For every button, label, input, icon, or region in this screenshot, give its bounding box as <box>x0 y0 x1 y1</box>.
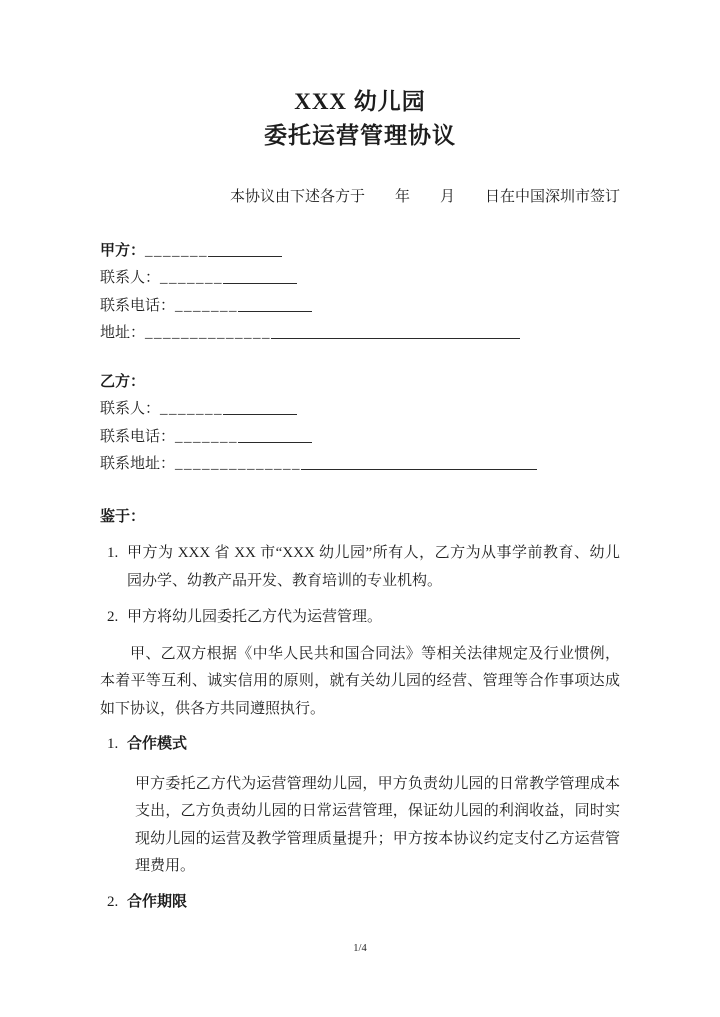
party-b-contact-line <box>100 396 620 424</box>
party-a-phone-line <box>100 293 620 321</box>
whereas-item-2-number: 2. <box>107 609 119 625</box>
document-content <box>100 85 620 916</box>
party-a-contact-blank-dashes: _______ <box>160 270 224 286</box>
signing-date-line: 本协议由下述各方于 年 月 日在中国深圳市签订 <box>229 189 620 205</box>
whereas-heading: 鉴于： <box>100 508 146 525</box>
doc-title-line2: 委托运营管理协议 <box>264 123 456 148</box>
party-a-phone-blank-dashes: _______ <box>175 297 239 314</box>
party-b-address-blank-line <box>301 456 537 470</box>
party-a-address-blank-line <box>271 325 520 339</box>
party-a-phone-label: 联系电话： <box>100 297 176 314</box>
party-a-address-label: 地址： <box>100 325 146 341</box>
section-2-number: 2. <box>107 893 119 910</box>
whereas-item-1-number: 1. <box>107 545 119 561</box>
party-b-contact-label: 联系人： <box>100 401 161 417</box>
party-b-title-line <box>100 369 620 397</box>
party-b-address-label: 联系地址： <box>100 456 176 472</box>
party-a-name-blank-dashes: _______ <box>145 242 209 259</box>
section-2-heading <box>100 889 620 917</box>
party-a-address-blank-dashes: ______________ <box>145 325 272 341</box>
party-b-address-blank-dashes: ______________ <box>175 456 302 472</box>
party-a-contact-label: 联系人： <box>100 270 161 286</box>
party-b-block <box>100 369 620 479</box>
whereas-item-2-text: 甲方将幼儿园委托乙方代为运营管理。 <box>127 609 383 625</box>
party-b-phone-blank-dashes: _______ <box>175 428 239 445</box>
party-a-phone-blank-line <box>238 298 312 312</box>
party-a-name-blank-line <box>208 243 282 257</box>
page-number: 1/4 <box>353 943 367 954</box>
whereas-item-2 <box>100 604 620 632</box>
section-1-body: 甲方委托乙方代为运营管理幼儿园，甲方负责幼儿园的日常教学管理成本支出，乙方负责幼儿园的日常运营管理，保证幼儿园的利润收益，同时实现幼儿园的运营及教学管理质量提升；甲方按本协议约定支付乙方运营管理费用。 <box>135 775 620 874</box>
party-a-address-line <box>100 320 620 348</box>
whereas-item-1 <box>100 540 620 595</box>
party-a-label: 甲方： <box>100 242 146 259</box>
doc-title-line1: XXX 幼儿园 <box>294 89 426 114</box>
party-b-phone-blank-line <box>238 429 312 443</box>
section-1-title: 合作模式 <box>127 736 188 752</box>
party-b-address-line <box>100 451 620 479</box>
party-a-contact-blank-line <box>223 270 297 284</box>
party-a-title-line <box>100 238 620 266</box>
section-1-heading <box>100 731 620 759</box>
section-2-title: 合作期限 <box>127 893 188 910</box>
party-b-phone-label: 联系电话： <box>100 428 176 445</box>
section-1-number: 1. <box>107 736 119 752</box>
party-b-phone-line <box>100 424 620 452</box>
preamble-paragraph: 甲、乙双方根据《中华人民共和国合同法》等相关法律规定及行业惯例，本着平等互利、诚实信用的原则，就有关幼儿园的经营、管理等合作事项达成如下协议，供各方共同遵照执行。 <box>100 645 620 717</box>
whereas-item-1-text: 甲方为 XXX 省 XX 市“XXX 幼儿园”所有人，乙方为从事学前教育、幼儿园办学、幼教产品开发、教育培训的专业机构。 <box>127 545 620 589</box>
party-b-label: 乙方： <box>100 373 146 390</box>
party-b-contact-blank-dashes: _______ <box>160 401 224 417</box>
party-a-block <box>100 238 620 348</box>
party-b-contact-blank-line <box>223 401 297 415</box>
party-a-contact-line <box>100 265 620 293</box>
